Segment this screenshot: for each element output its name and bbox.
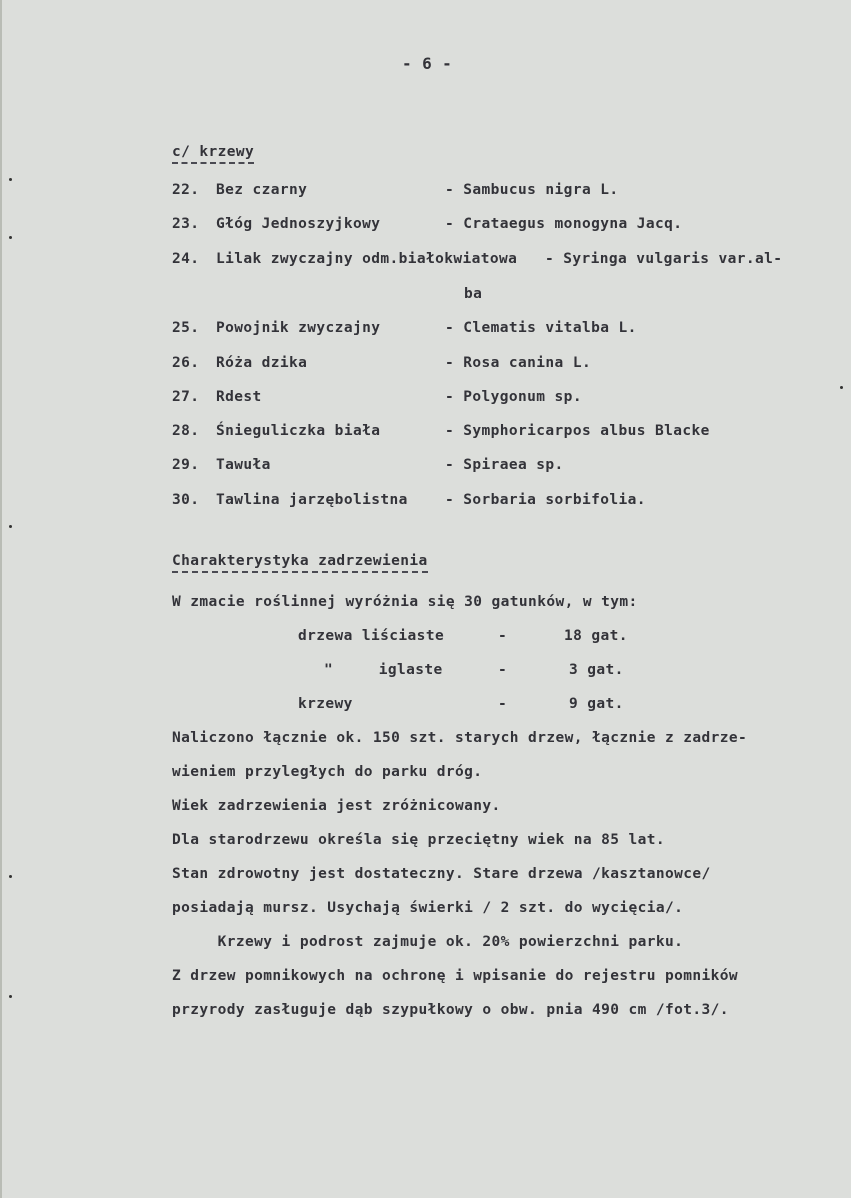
shrub-latin-name: - Symphoricarpos albus Blacke xyxy=(445,423,710,439)
shrub-polish-name: Tawlina jarzębolistna xyxy=(216,492,408,508)
paragraph-line: Wiek zadrzewienia jest zróżnicowany. xyxy=(172,798,501,814)
shrub-latin-name: - Sambucus nigra L. xyxy=(445,182,619,198)
margin-mark xyxy=(840,386,843,389)
species-intro: W zmacie roślinnej wyróżnia się 30 gatunków, w tym: xyxy=(172,594,638,610)
shrub-number: 29. xyxy=(172,457,200,473)
shrub-latin-name: - Syringa vulgaris var.al- xyxy=(545,251,783,267)
shrub-polish-name: Bez czarny xyxy=(216,182,308,198)
summary-value: 18 gat. xyxy=(564,628,628,644)
shrub-latin-name: - Rosa canina L. xyxy=(445,355,592,371)
shrub-polish-name: Róża dzika xyxy=(216,355,308,371)
paragraph-line: Dla starodrzewu określa się przeciętny wiek na 85 lat. xyxy=(172,832,666,848)
shrub-polish-name: Rdest xyxy=(216,389,262,405)
shrub-number: 28. xyxy=(172,423,200,439)
summary-value: 9 gat. xyxy=(569,696,624,712)
shrub-latin-name: - Crataegus monogyna Jacq. xyxy=(445,216,683,232)
shrub-number: 23. xyxy=(172,216,200,232)
summary-dash: - xyxy=(498,696,508,712)
margin-mark xyxy=(9,525,12,528)
paragraph-line: Naliczono łącznie ok. 150 szt. starych drzew, łącznie z zadrze- xyxy=(172,730,748,746)
summary-label: krzewy xyxy=(298,696,353,712)
shrub-number: 30. xyxy=(172,492,200,508)
paragraph-line: Z drzew pomnikowych na ochronę i wpisanie do rejestru pomników xyxy=(172,968,739,984)
shrub-latin-continuation: ba xyxy=(464,286,483,302)
summary-label: drzewa liściaste xyxy=(298,628,445,644)
shrub-latin-name: - Spiraea sp. xyxy=(445,457,564,473)
summary-label: " iglaste xyxy=(324,662,443,678)
shrub-latin-name: - Polygonum sp. xyxy=(445,389,582,405)
paragraph-line: Krzewy i podrost zajmuje ok. 20% powierzchni parku. xyxy=(172,934,684,950)
paragraph-line: przyrody zasługuje dąb szypułkowy o obw. pnia 490 cm /fot.3/. xyxy=(172,1002,729,1018)
shrub-number: 25. xyxy=(172,320,200,336)
shrub-polish-name: Śnieguliczka biała xyxy=(216,423,381,439)
paragraph-line: Stan zdrowotny jest dostateczny. Stare drzewa /kasztanowce/ xyxy=(172,866,711,882)
summary-value: 3 gat. xyxy=(569,662,624,678)
shrub-latin-name: - Clematis vitalba L. xyxy=(445,320,637,336)
shrub-number: 26. xyxy=(172,355,200,371)
shrub-number: 22. xyxy=(172,182,200,198)
margin-mark xyxy=(9,236,12,239)
shrub-polish-name: Powojnik zwyczajny xyxy=(216,320,381,336)
paragraph-line: wieniem przyległych do parku dróg. xyxy=(172,764,483,780)
shrub-polish-name: Lilak zwyczajny odm.białokwiatowa xyxy=(216,251,518,267)
characteristics-heading: Charakterystyka zadrzewienia xyxy=(172,553,428,573)
section-title: c/ krzewy xyxy=(172,144,254,164)
shrub-polish-name: Tawuła xyxy=(216,457,271,473)
shrub-number: 27. xyxy=(172,389,200,405)
summary-dash: - xyxy=(498,662,508,678)
margin-mark xyxy=(9,875,12,878)
shrub-latin-name: - Sorbaria sorbifolia. xyxy=(445,492,646,508)
margin-mark xyxy=(9,995,12,998)
shrub-polish-name: Głóg Jednoszyjkowy xyxy=(216,216,381,232)
paragraph-line: posiadają mursz. Usychają świerki / 2 szt. do wycięcia/. xyxy=(172,900,684,916)
shrub-number: 24. xyxy=(172,251,200,267)
margin-mark xyxy=(9,178,12,181)
summary-dash: - xyxy=(498,628,508,644)
page-number: - 6 - xyxy=(402,54,453,73)
